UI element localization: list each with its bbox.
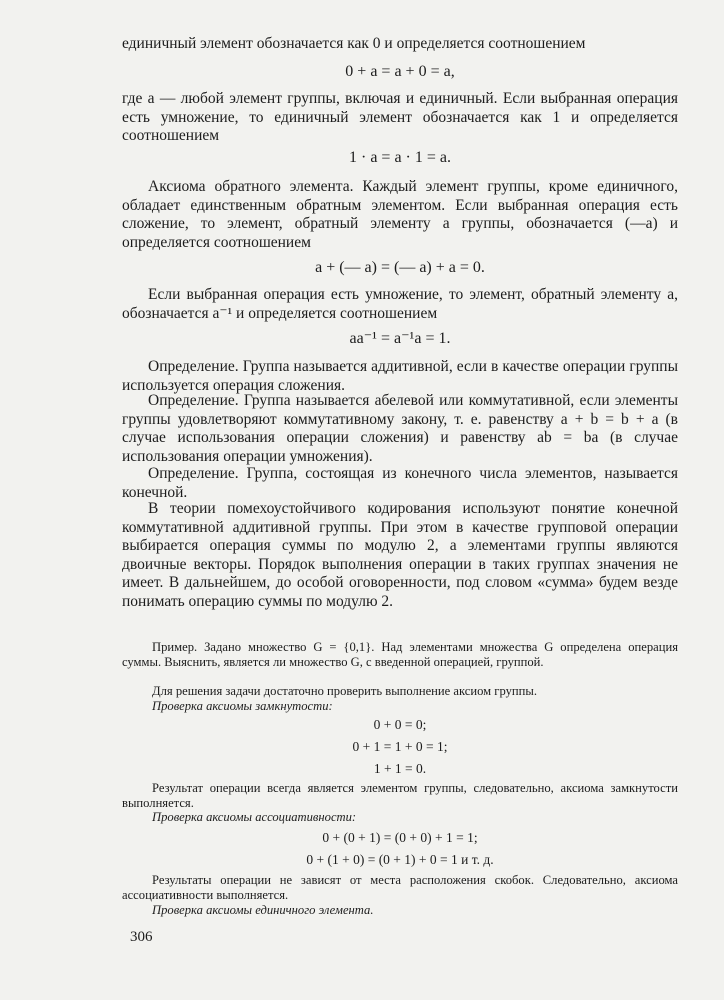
associativity-formula-1: 0 + (0 + 1) = (0 + 0) + 1 = 1;: [322, 830, 478, 845]
paragraph-multiplicative-inverse: Если выбранная операция есть умножение, то элемент, обратный элементу a, обозначается a⁻¹ и определяется соотношением: [122, 286, 678, 322]
closure-formula-1: 0 + 0 = 0;: [373, 717, 427, 732]
paragraph-inverse-axiom: Аксиома обратного элемента. Каждый элемент группы, кроме единичного, обладает единственным обратным элементом. Если выбранная операция есть сложение, то элемент, обратный элементу a группы, обозначается (—a) и определяется соотношением: [122, 178, 678, 251]
example-associativity-heading: Проверка аксиомы ассоциативности:: [152, 810, 357, 824]
example-solution-intro: Для решения задачи достаточно проверить выполнение аксиом группы.: [152, 684, 537, 698]
formula-multiplicative-identity: 1 · a = a · 1 = a.: [348, 149, 451, 166]
associativity-formula-2: 0 + (1 + 0) = (0 + 1) + 0 = 1 и т. д.: [306, 852, 494, 867]
example-associativity-result: Результаты операции не зависят от места расположения скобок. Следовательно, аксиома ассоциативности выполняется.: [122, 873, 678, 903]
paragraph-definition-finite: Определение. Группа, состоящая из конечного числа элементов, называется конечной.: [122, 465, 678, 501]
closure-formula-3: 1 + 1 = 0.: [373, 761, 427, 776]
paragraph-multiplicative-identity: где a — любой элемент группы, включая и единичный. Если выбранная операция есть умножение, то единичный элемент обозначается как 1 и определяется соотношением: [122, 90, 678, 145]
example-closure-heading: Проверка аксиомы замкнутости:: [152, 699, 333, 713]
paragraph-identity-intro: единичный элемент обозначается как 0 и определяется соотношением: [122, 35, 586, 52]
example-statement: Пример. Задано множество G = {0,1}. Над элементами множества G определена операция суммы. Выяснить, является ли множество G, с введенной операцией, группой.: [122, 640, 678, 670]
paragraph-definition-abelian: Определение. Группа называется абелевой или коммутативной, если элементы группы удовлетворяют коммутативному закону, т. е. равенству a + b = b + a (в случае использования операции сложения) и равенству ab = ba (в случае использования операции умножения).: [122, 392, 678, 465]
example-identity-heading: Проверка аксиомы единичного элемента.: [152, 903, 374, 917]
paragraph-coding-theory: В теории помехоустойчивого кодирования используют понятие конечной коммутативной аддитивной группы. При этом в качестве групповой операции выбирается операция суммы по модулю 2, а элементами группы являются двоичные векторы. Порядок выполнения операции в таких группах значения не имеет. В дальнейшем, до особой оговоренности, под словом «сумма» будем везде понимать операцию суммы по модулю 2.: [122, 500, 678, 610]
formula-additive-inverse: a + (— a) = (— a) + a = 0.: [315, 259, 485, 276]
example-closure-result: Результат операции всегда является элементом группы, следовательно, аксиома замкнутости выполняется.: [122, 781, 678, 811]
page-number: 306: [130, 929, 153, 945]
formula-additive-identity: 0 + a = a + 0 = a,: [345, 63, 455, 80]
closure-formula-2: 0 + 1 = 1 + 0 = 1;: [352, 739, 448, 754]
formula-multiplicative-inverse: aa⁻¹ = a⁻¹a = 1.: [349, 330, 451, 347]
paragraph-definition-additive: Определение. Группа называется аддитивной, если в качестве операции группы используется операция сложения.: [122, 358, 678, 394]
